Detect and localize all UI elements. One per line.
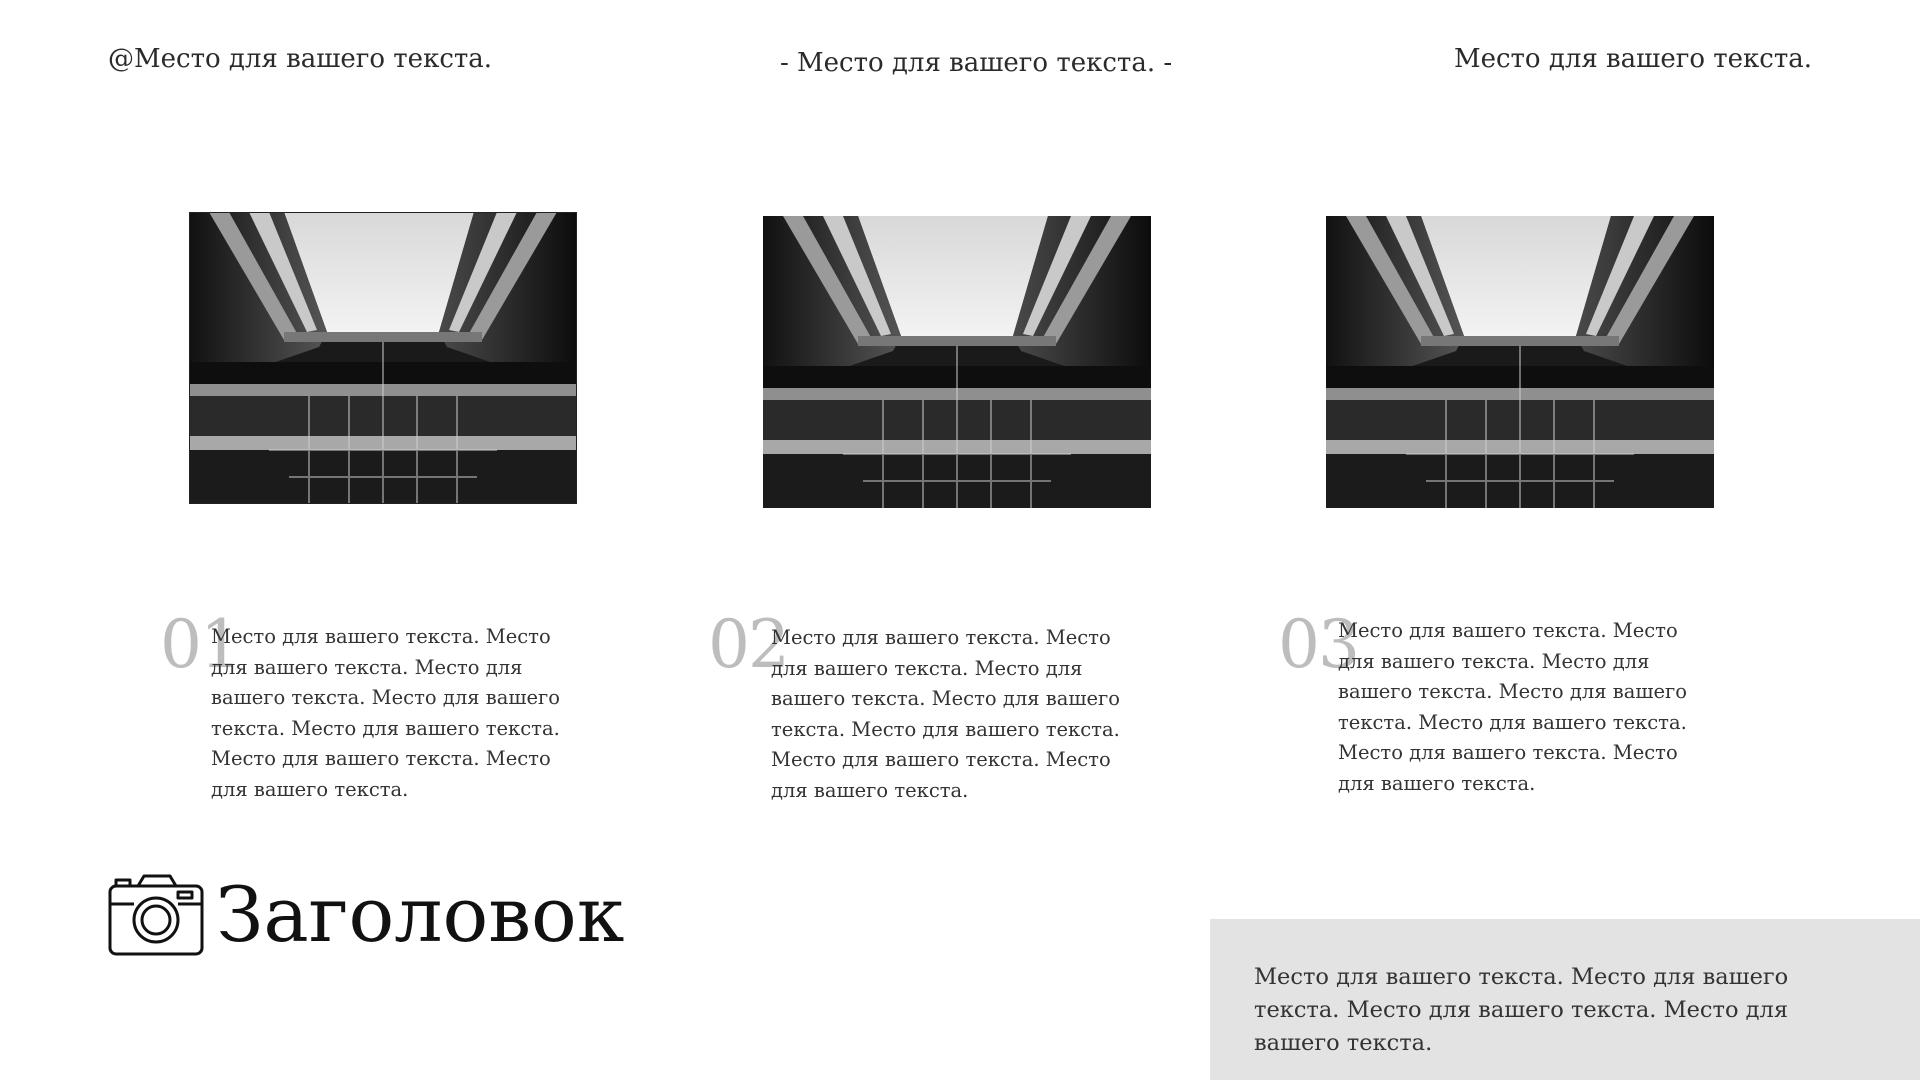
footer-text-box (1210, 919, 1920, 1080)
card-text-2: Место для вашего текста. Место для вашего текста. Место для вашего текста. Место для вашего текста. Место для вашего текста. Место для вашего текста. Место для вашего текста. (771, 626, 1120, 802)
header-left-text: @Место для вашего текста. (108, 44, 493, 74)
card-number-1: 01 (160, 606, 240, 683)
footer-text: Место для вашего текста. Место для вашего текста. Место для вашего текста. Место для вашего текста. (1254, 964, 1789, 1056)
architecture-photo-1 (189, 212, 577, 504)
architecture-photo-2 (763, 216, 1151, 508)
architecture-photo-3 (1326, 216, 1714, 508)
camera-icon (108, 872, 204, 958)
card-number-3: 03 (1278, 606, 1358, 683)
card-text-3: Место для вашего текста. Место для вашего текста. Место для вашего текста. Место для вашего текста. Место для вашего текста. Место для вашего текста. Место для вашего текста. (1338, 619, 1687, 795)
title-block (108, 872, 624, 958)
page-title: Заголовок (216, 870, 625, 959)
header-center-text: - Место для вашего текста. - (780, 48, 1173, 78)
card-text-1: Место для вашего текста. Место для вашего текста. Место для вашего текста. Место для вашего текста. Место для вашего текста. Место для вашего текста. Место для вашего текста. (211, 625, 560, 801)
card-number-2: 02 (708, 606, 788, 683)
header-right-text: Место для вашего текста. (1453, 44, 1812, 74)
